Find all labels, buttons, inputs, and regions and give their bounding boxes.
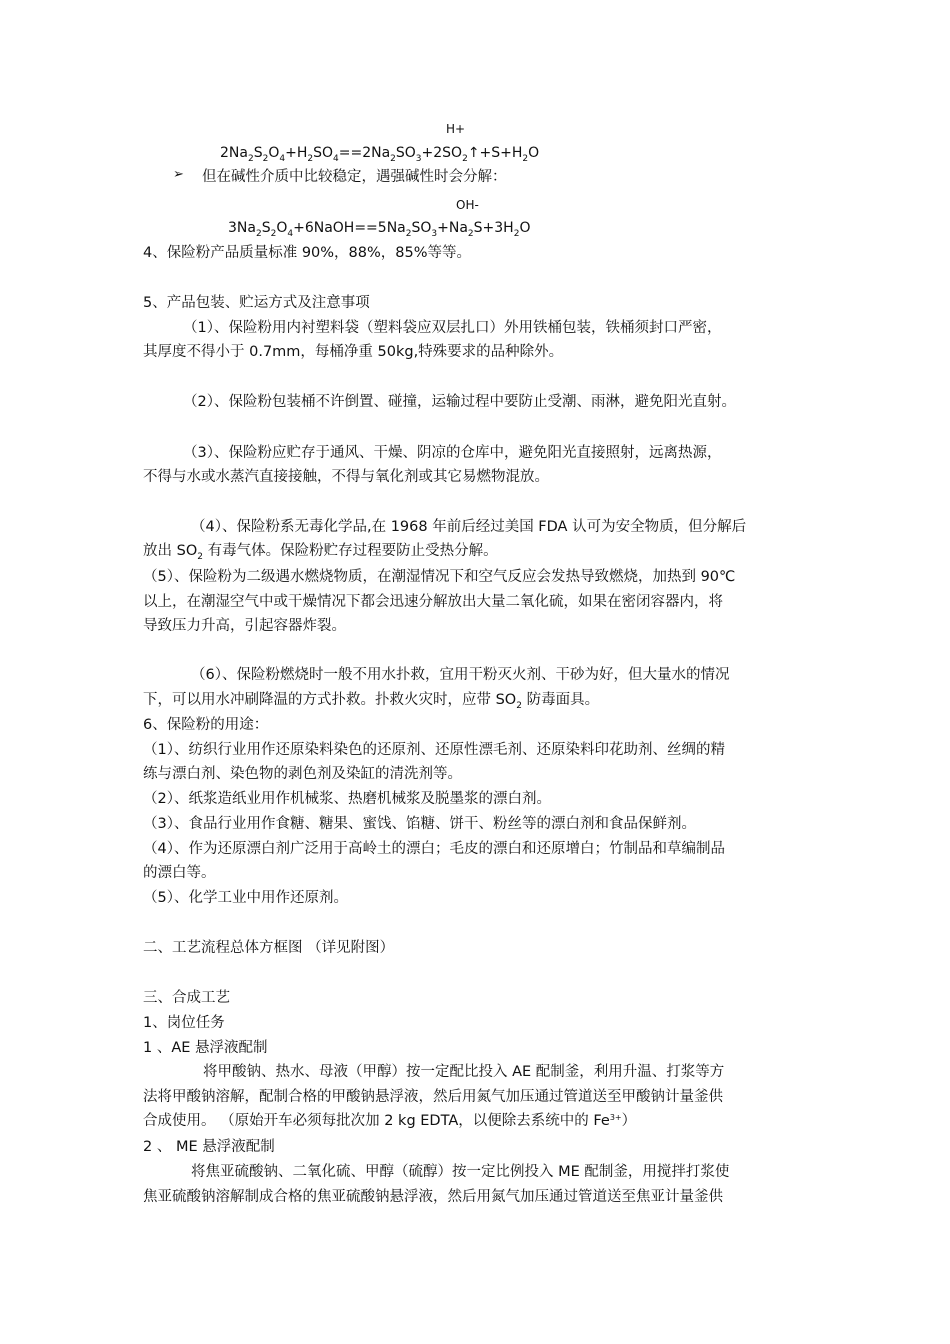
paragraph-line: （1）、保险粉用内衬塑料袋（塑料袋应双层扎口）外用铁桶包装，铁桶须封口严密， <box>183 320 722 336</box>
list-item: 的漂白等。 <box>143 865 216 881</box>
equation-acid-decomposition: $2Na_2S_2O_4+H_2SO_4==2Na_2SO_3+2SO_2↑+S+H_2O$ <box>220 145 540 164</box>
bullet-text: 但在碱性介质中比较稳定，遇强碱性时会分解： <box>202 169 507 185</box>
list-item: （1）、纺织行业用作还原染料染色的还原剂、还原性漂毛剂、还原染料印花助剂、丝绸的精 <box>143 742 725 758</box>
paragraph-line: （6）、保险粉燃烧时一般不用水扑救，宜用干粉灭火剂、干砂为好，但大量水的情况 <box>191 667 730 683</box>
subsection-heading-ae: 1 、AE 悬浮液配制 <box>143 1040 268 1056</box>
eq1-catalyst: H+ <box>446 122 466 136</box>
eq2-catalyst: OH- <box>456 198 479 212</box>
section-heading-flowchart: 二、工艺流程总体方框图 （详见附图） <box>143 940 395 956</box>
list-item: （3）、食品行业用作食糖、糖果、蜜饯、馅糖、饼干、粉丝等的漂白剂和食品保鲜剂。 <box>143 816 696 832</box>
paragraph-line: 下，可以用水冲刷降温的方式扑救。扑救火灾时，应带 $SO_2$ 防毒面具。 <box>143 692 600 711</box>
list-item: （2）、纸浆造纸业用作机械浆、热磨机械浆及脱墨浆的漂白剂。 <box>143 791 551 807</box>
paragraph-line: （2）、保险粉包装桶不许倒置、碰撞，运输过程中要防止受潮、雨淋，避免阳光直射。 <box>183 394 736 410</box>
paragraph-line: 将焦亚硫酸钠、二氧化硫、甲醇（硫醇）按一定比例投入 ME 配制釜，用搅拌打浆使 <box>191 1164 730 1180</box>
paragraph-line: （5）、保险粉为二级遇水燃烧物质，在潮湿情况下和空气反应会发热导致燃烧，加热到 90℃ <box>143 569 736 585</box>
list-item: （4）、作为还原漂白剂广泛用于高岭土的漂白；毛皮的漂白和还原增白；竹制品和草编制品 <box>143 841 725 857</box>
paragraph-line: （3）、保险粉应贮存于通风、干燥、阴凉的仓库中，避免阳光直接照射，远离热源， <box>183 445 722 461</box>
list-item: （5）、化学工业中用作还原剂。 <box>143 890 348 906</box>
equation-alkaline-decomposition: $3Na_2S_2O_4+6NaOH==5Na_2SO_3+Na_2S+3H_2O$ <box>228 220 531 239</box>
quality-standard: 4、保险粉产品质量标准 90%，88%，85%等等。 <box>143 245 472 261</box>
paragraph-line: 以上，在潮湿空气中或干燥情况下都会迅速分解放出大量二氧化硫，如果在密闭容器内，将 <box>143 594 723 610</box>
subsection-heading: 1、岗位任务 <box>143 1015 225 1031</box>
paragraph-line: 不得与水或水蒸汽直接接触，不得与氧化剂或其它易燃物混放。 <box>143 469 549 485</box>
paragraph-line: 焦亚硫酸钠溶解制成合格的焦亚硫酸钠悬浮液，然后用氮气加压通过管道送至焦亚计量釜供 <box>143 1189 723 1205</box>
paragraph-line: 将甲酸钠、热水、母液（甲醇）按一定配比投入 AE 配制釜，利用升温、打浆等方 <box>203 1064 725 1080</box>
paragraph-line: 其厚度不得小于 0.7mm，每桶净重 50kg,特殊要求的品种除外。 <box>143 344 564 360</box>
subsection-heading-me: 2 、 ME 悬浮液配制 <box>143 1139 275 1155</box>
paragraph-line: 放出 $SO_2$ 有毒气体。保险粉贮存过程要防止受热分解。 <box>143 543 498 562</box>
section-heading-uses: 6、保险粉的用途： <box>143 717 269 733</box>
list-item: 练与漂白剂、染色物的剥色剂及染缸的清洗剂等。 <box>143 766 462 782</box>
paragraph-line: 合成使用。 （原始开车必须每批次加 2 kg EDTA，以便除去系统中的 $Fe^{3+}$） <box>143 1113 637 1129</box>
section-heading-packaging: 5、产品包装、贮运方式及注意事项 <box>143 295 370 311</box>
paragraph-line: 法将甲酸钠溶解，配制合格的甲酸钠悬浮液，然后用氮气加压通过管道送至甲酸钠计量釜供 <box>143 1089 723 1105</box>
section-heading-synthesis: 三、合成工艺 <box>143 990 230 1006</box>
bullet-arrow-icon: ➢ <box>173 167 184 182</box>
paragraph-line: 导致压力升高，引起容器炸裂。 <box>143 618 346 634</box>
paragraph-line: （4）、保险粉系无毒化学品,在 1968 年前后经过美国 FDA 认可为安全物质，但分解后 <box>191 519 747 535</box>
